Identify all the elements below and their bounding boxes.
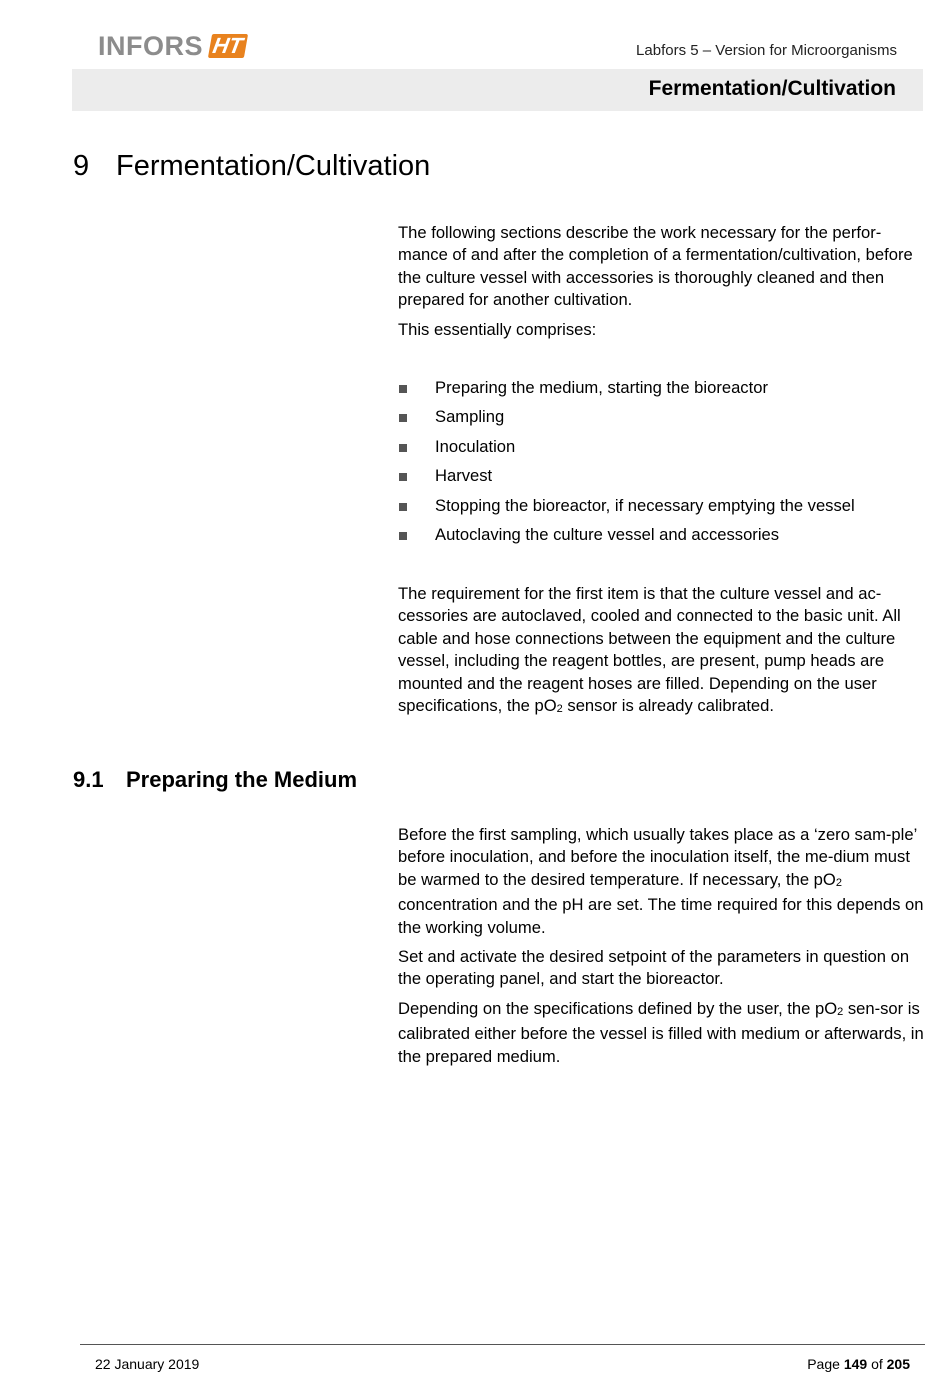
bullet-square-icon bbox=[399, 444, 407, 452]
list-item: Preparing the medium, starting the bioreactor bbox=[398, 377, 928, 406]
intro-text bbox=[398, 222, 928, 348]
header-section-title: Fermentation/Cultivation bbox=[648, 77, 896, 100]
logo-wordmark: INFORS bbox=[98, 31, 204, 61]
page-number: Page 149 of 205 bbox=[807, 1356, 910, 1372]
footer-date: 22 January 2019 bbox=[95, 1356, 200, 1372]
list-item: Stopping the bioreactor, if necessary emptying the vessel bbox=[398, 495, 928, 524]
bullet-square-icon bbox=[399, 414, 407, 422]
medium-paragraph-1: Before the first sampling, which usually takes place as a ‘zero sam-ple’ before inoculation, and before the inoculation itself, the me-dium must be warmed to the desired temperature. If necessary, the $pO_2$ concentration and the pH are set. The time required for this depends on the working volume. bbox=[398, 825, 924, 937]
chapter-number: 9 bbox=[73, 150, 90, 182]
bullet-square-icon bbox=[399, 473, 407, 481]
medium-paragraph-3: Depending on the specifications defined by the user, the $pO_2$ sen-sor is calibrated either before the vessel is filled with medium or afterwards, in the prepared medium. bbox=[398, 998, 924, 1066]
footer-divider bbox=[80, 1344, 925, 1345]
bullet-square-icon bbox=[399, 385, 407, 393]
medium-paragraph-2: Set and activate the desired setpoint of the parameters in question on the operating panel, and start the bioreactor. bbox=[398, 947, 910, 989]
section-number: 9.1 bbox=[73, 767, 104, 792]
infors-ht-logo bbox=[98, 32, 246, 60]
bullet-square-icon bbox=[399, 532, 407, 540]
list-item: Inoculation bbox=[398, 436, 928, 465]
step-list bbox=[398, 377, 928, 553]
chapter-title: Fermentation/Cultivation bbox=[116, 150, 431, 182]
document-title: Labfors 5 – Version for Microorganisms bbox=[636, 42, 897, 59]
intro-paragraph-2: This essentially comprises: bbox=[398, 319, 597, 339]
section-heading bbox=[73, 767, 357, 793]
requirement-paragraph: The requirement for the first item is that the culture vessel and ac-cessories are autoclaved, cooled and connected to the basic unit. All cable and hose connections between the equipment and the culture vessel, including the reagent bottles, are present, pump heads are mounted and the reagent hoses are filled. Depending on the user specifications, the $pO_2$ sensor is already calibrated. bbox=[398, 584, 901, 716]
section-title: Preparing the Medium bbox=[126, 767, 358, 792]
bullet-square-icon bbox=[399, 503, 407, 511]
requirement-text bbox=[398, 583, 928, 727]
chapter-heading bbox=[73, 150, 430, 183]
logo-ht-mark: HT bbox=[208, 34, 249, 58]
header-band bbox=[72, 69, 923, 111]
list-item: Autoclaving the culture vessel and accessories bbox=[398, 524, 928, 553]
list-item: Harvest bbox=[398, 465, 928, 494]
intro-paragraph: The following sections describe the work necessary for the perfor-mance of and after the completion of a fermentation/cultivation, before the culture vessel with accessories is thoroughly cleaned and then prepared for another cultivation. bbox=[398, 223, 913, 310]
list-item: Sampling bbox=[398, 406, 928, 435]
medium-text bbox=[398, 824, 928, 1075]
